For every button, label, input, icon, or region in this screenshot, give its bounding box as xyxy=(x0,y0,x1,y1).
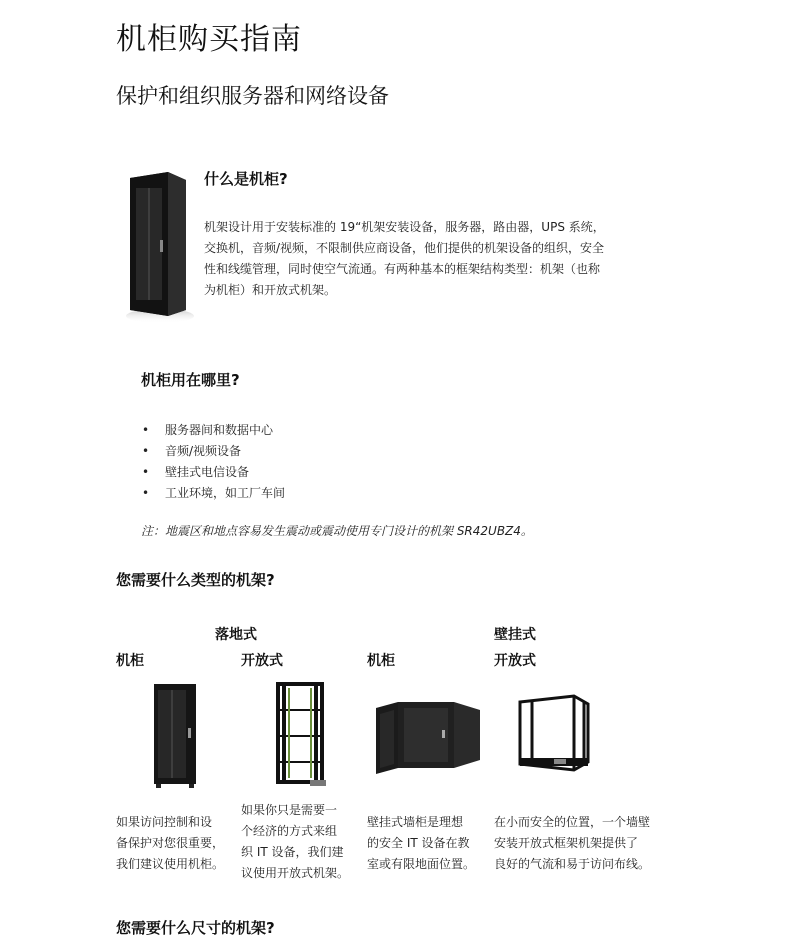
intro-heading: 什么是机柜? xyxy=(204,170,288,188)
description-line: 安装开放式框架机架提供了 xyxy=(494,836,639,850)
floor-cabinet-label: 机柜 xyxy=(116,653,144,669)
wall-cabinet-description xyxy=(367,812,495,875)
wall-open-label: 开放式 xyxy=(494,653,536,669)
page-title: 机柜购买指南 xyxy=(116,22,302,57)
seismic-note: 注：地震区和地点容易发生震动或震动使用专门设计的机架 SR42UBZ4。 xyxy=(141,524,533,538)
intro-line: 机架设计用于安装标准的 19“机架安装设备，服务器，路由器，UPS 系统， xyxy=(204,220,605,234)
page-subtitle: 保护和组织服务器和网络设备 xyxy=(116,84,389,108)
intro-line: 交换机，音频/视频，不限制供应商设备，他们提供的机架设备的组织，安全 xyxy=(204,241,605,255)
wall-open-rack-icon xyxy=(514,692,594,776)
wall-cabinet-icon xyxy=(372,694,488,776)
intro-line: 性和线缆管理，同时使空气流通。有两种基本的框架结构类型：机架（也称 xyxy=(204,262,601,276)
description-line: 个经济的方式来组 xyxy=(241,824,338,838)
description-line: 在小而安全的位置，一个墙壁 xyxy=(494,815,651,829)
description-line: 壁挂式墙柜是理想 xyxy=(367,815,464,829)
wall-open-description xyxy=(494,812,674,875)
floor-open-description xyxy=(241,800,363,884)
where-heading: 机柜用在哪里? xyxy=(141,371,240,389)
description-line: 备保护对您很重要， xyxy=(116,836,225,850)
floor-cabinet-description xyxy=(116,812,244,875)
intro-line: 为机柜）和开放式机架。 xyxy=(204,283,337,297)
floor-cabinet-icon xyxy=(152,682,198,790)
description-line: 如果你只是需要一 xyxy=(241,803,338,817)
description-line: 室或有限地面位置。 xyxy=(367,857,476,871)
description-line: 的安全 IT 设备在教 xyxy=(367,836,470,850)
list-item: • 壁挂式电信设备 xyxy=(142,462,285,483)
use-case-list xyxy=(142,420,285,504)
server-cabinet-icon xyxy=(120,170,195,330)
description-line: 良好的气流和易于访问布线。 xyxy=(494,857,651,871)
wall-cabinet-label: 机柜 xyxy=(367,653,395,669)
size-heading: 您需要什么尺寸的机架? xyxy=(116,919,275,937)
list-item: • 工业环境，如工厂车间 xyxy=(142,483,285,504)
description-line: 议使用开放式机架。 xyxy=(241,866,350,880)
floor-open-label: 开放式 xyxy=(241,653,283,669)
list-item: • 服务器间和数据中心 xyxy=(142,420,285,441)
intro-paragraph xyxy=(204,217,674,301)
open-frame-rack-icon xyxy=(274,680,328,790)
list-item: • 音频/视频设备 xyxy=(142,441,285,462)
description-line: 我们建议使用机柜。 xyxy=(116,857,225,871)
type-heading: 您需要什么类型的机架? xyxy=(116,571,275,589)
wall-category-label: 壁挂式 xyxy=(494,627,536,643)
description-line: 织 IT 设备，我们建 xyxy=(241,845,344,859)
floor-category-label: 落地式 xyxy=(215,627,257,643)
description-line: 如果访问控制和设 xyxy=(116,815,213,829)
